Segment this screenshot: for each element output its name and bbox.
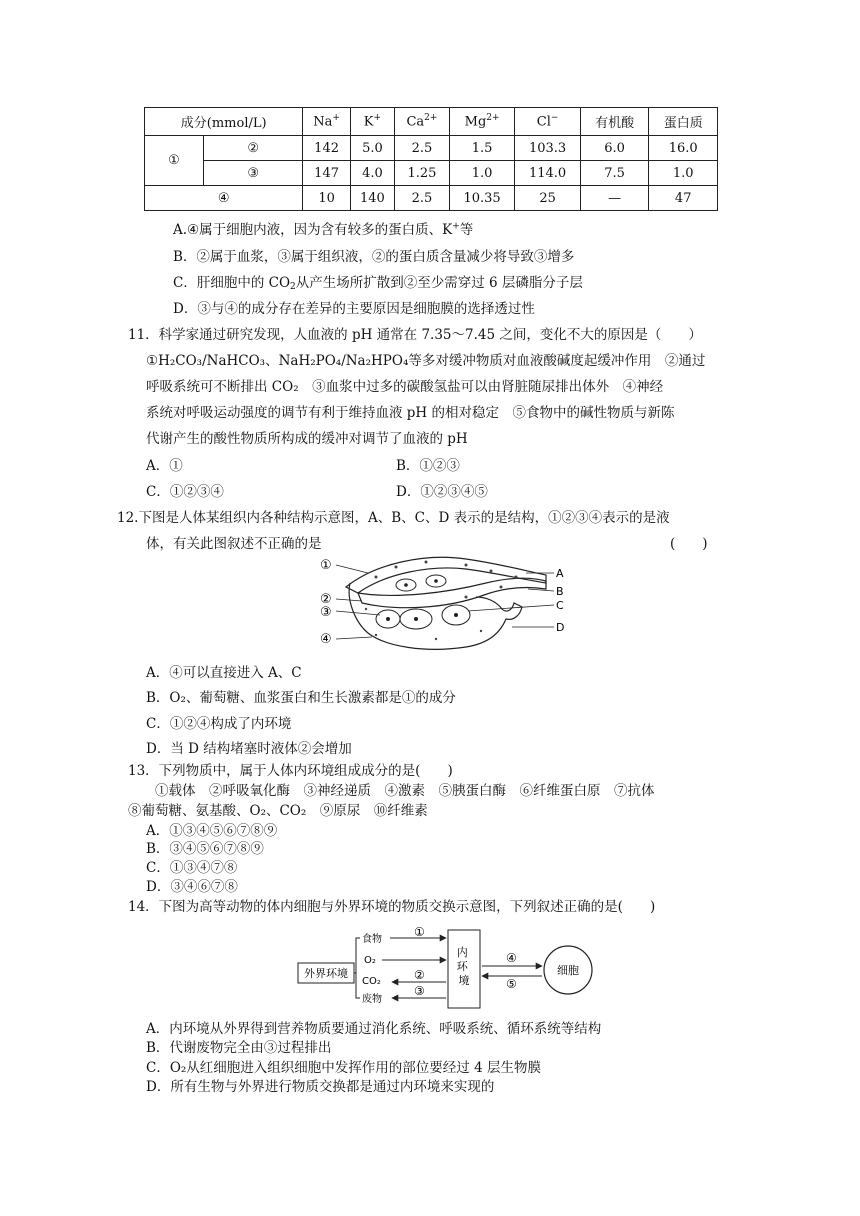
q14-option-c: C．O₂从红细胞进入组织细胞中发挥作用的部位要经过 4 层生物膜	[146, 1060, 541, 1076]
header-cell: Cl−	[515, 108, 580, 136]
header-cell: 有机酸	[580, 108, 649, 136]
table-row	[145, 136, 718, 161]
q11-stem: 11．科学家通过研究发现，人血液的 pH 通常在 7.35～7.45 之间，变化不大的原因是（ ）	[128, 327, 702, 343]
arrow-label-3: ③	[414, 984, 425, 998]
table-cell: 1.0	[649, 161, 718, 186]
inner-env-label	[457, 945, 472, 987]
inner-env-char: 内	[456, 946, 468, 959]
arrow-label-2: ②	[414, 968, 425, 982]
q13-option-a: A．①③④⑤⑥⑦⑧⑨	[146, 823, 278, 839]
table-cell: 10.35	[449, 186, 514, 211]
table-cell: 147	[303, 161, 350, 186]
q10-option-b: B．②属于血浆，③属于组织液，②的蛋白质含量减少将导致③增多	[173, 249, 575, 265]
q11-option-d: D．①②③④⑤	[396, 484, 488, 500]
table-cell: 6.0	[580, 136, 649, 161]
arrow-label-4: ④	[506, 951, 517, 965]
table-cell: 47	[649, 186, 718, 211]
q10-option-a: A.④属于细胞内液，因为含有较多的蛋白质、K+等	[173, 221, 474, 238]
outside-env-label: 外界环境	[304, 967, 348, 980]
q13-stem: 13．下列物质中，属于人体内环境组成成分的是( )	[128, 763, 453, 779]
table-cell: 7.5	[580, 161, 649, 186]
composition-table	[144, 107, 718, 211]
exchange-diagram	[296, 926, 620, 1010]
q10-option-d: D．③与④的成分存在差异的主要原因是细胞膜的选择透过性	[173, 301, 535, 317]
cell-label: 细胞	[557, 964, 579, 977]
q13-line: ①载体 ②呼吸氧化酶 ③神经递质 ④激素 ⑤胰蛋白酶 ⑥纤维蛋白原 ⑦抗体	[155, 783, 655, 799]
q11-line: 代谢产生的酸性物质所构成的缓冲对调节了血液的 pH	[146, 431, 468, 447]
table-cell: —	[580, 186, 649, 211]
table-cell: 4.0	[350, 161, 394, 186]
table-cell: 10	[303, 186, 350, 211]
co2-label: CO₂	[362, 976, 381, 987]
table-cell: 142	[303, 136, 350, 161]
header-cell: Na+	[303, 108, 350, 136]
q11-option-a: A．①	[146, 458, 183, 474]
q13-option-b: B．③④⑤⑥⑦⑧⑨	[146, 841, 264, 857]
q11-line: ①H₂CO₃/NaHCO₃、NaH₂PO₄/Na₂HPO₄等多对缓冲物质对血液酸碱度起缓冲作用 ②通过	[146, 353, 706, 369]
q12-answer-paren: ( )	[670, 536, 708, 552]
arrow-label-5: ⑤	[506, 977, 517, 991]
q11-option-b: B．①②③	[396, 458, 460, 474]
q11-option-c: C．①②③④	[146, 484, 224, 500]
q14-option-d: D．所有生物与外界进行物质交换都是通过内环境来实现的	[146, 1079, 495, 1095]
q14-stem: 14．下图为高等动物的体内细胞与外界环境的物质交换示意图，下列叙述正确的是( )	[128, 899, 656, 915]
q12-stem: 体，有关此图叙述不正确的是	[146, 536, 322, 552]
q13-option-c: C．①③④⑦⑧	[146, 860, 238, 876]
header-cell: 成分(mmol/L)	[145, 108, 303, 136]
fig-label-a: A	[556, 567, 564, 580]
header-cell: $Ca^{2+}$	[395, 108, 450, 136]
header-cell: $Mg^{2+}$	[449, 108, 514, 136]
q14-option-a: A．内环境从外界得到营养物质要通过消化系统、呼吸系统、循环系统等结构	[146, 1021, 602, 1037]
group-label-cell: ①	[145, 136, 204, 186]
q12-option-c: C．①②④构成了内环境	[146, 716, 292, 732]
table-row	[145, 161, 718, 186]
q13-option-d: D．③④⑥⑦⑧	[146, 879, 238, 895]
q12-option-b: B．O₂、葡萄糖、血浆蛋白和生长激素都是①的成分	[146, 690, 456, 706]
q14-option-b: B．代谢废物完全由③过程排出	[146, 1040, 332, 1056]
table-cell: 16.0	[649, 136, 718, 161]
fig-label-c: C	[556, 599, 564, 612]
table-row	[145, 186, 718, 211]
fig-label-4: ④	[320, 632, 332, 647]
table-cell: 140	[350, 186, 394, 211]
q13-line: ⑧葡萄糖、氨基酸、O₂、CO₂ ⑨原尿 ⑩纤维素	[128, 803, 428, 819]
table-cell: 2.5	[395, 186, 450, 211]
o2-label: O₂	[364, 955, 376, 966]
inner-env-char: 境	[458, 974, 470, 987]
table-cell: 1.0	[449, 161, 514, 186]
header-cell: K+	[350, 108, 394, 136]
row-label-cell: ③	[204, 161, 303, 186]
q12-option-a: A．④可以直接进入 A、C	[146, 665, 302, 681]
q12-option-d: D．当 D 结构堵塞时液体②会增加	[146, 741, 352, 757]
fig-label-b: B	[556, 585, 564, 598]
fig-label-1: ①	[320, 558, 332, 573]
tissue-diagram	[316, 553, 578, 659]
fig-label-2: ②	[320, 592, 332, 607]
arrow-label-1: ①	[414, 926, 425, 939]
table-cell: 114.0	[515, 161, 580, 186]
fig-label-d: D	[556, 621, 565, 634]
q10-option-c: C．肝细胞中的 $CO_2$从产生场所扩散到②至少需穿过 6 层磷脂分子层	[173, 275, 583, 292]
fig-label-3: ③	[320, 605, 332, 620]
waste-label: 废物	[362, 994, 382, 1005]
row-label-cell: ④	[145, 186, 303, 211]
table-cell: 5.0	[350, 136, 394, 161]
table-cell: 2.5	[395, 136, 450, 161]
header-cell: 蛋白质	[649, 108, 718, 136]
table-cell: 25	[515, 186, 580, 211]
table-cell: 103.3	[515, 136, 580, 161]
inner-env-char: 环	[456, 960, 468, 973]
table-cell: 1.25	[395, 161, 450, 186]
row-label-cell: ②	[204, 136, 303, 161]
food-label: 食物	[362, 934, 382, 945]
table-cell: 1.5	[449, 136, 514, 161]
q11-line: 呼吸系统可不断排出 CO₂ ③血浆中过多的碳酸氢盐可以由肾脏随尿排出体外 ④神经	[146, 379, 664, 395]
table-header-row	[145, 108, 718, 136]
q11-line: 系统对呼吸运动强度的调节有利于维持血液 pH 的相对稳定 ⑤食物中的碱性物质与新陈	[146, 405, 675, 421]
q12-stem: 12.下图是人体某组织内各种结构示意图，A、B、C、D 表示的是结构，①②③④表示的是液	[117, 510, 670, 526]
